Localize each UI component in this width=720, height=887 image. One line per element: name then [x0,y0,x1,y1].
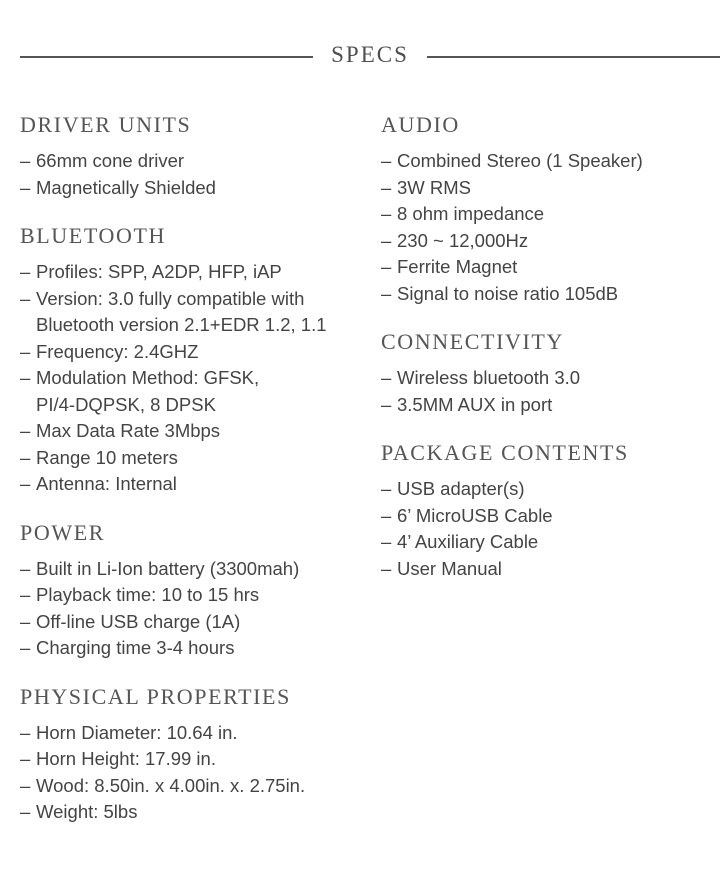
section-power [20,520,370,662]
dash: – [20,340,31,362]
page-title: SPECS [331,42,409,67]
spec-text: Charging time 3-4 hours [36,637,235,658]
section-bluetooth [20,223,370,498]
spec-item [20,635,370,662]
dash: – [381,256,392,277]
dash: – [381,150,392,171]
spec-item [20,556,370,583]
dash: – [381,203,392,224]
spec-item [381,556,716,583]
left-column [20,112,370,848]
spec-item [381,228,716,255]
spec-list [381,148,716,307]
section-title: POWER [20,519,105,545]
dash: – [20,446,31,468]
section-package-contents [381,440,716,582]
dash: – [20,637,31,658]
dash: – [381,557,392,579]
spec-item-continued [20,312,370,339]
spec-text: 4’ Auxiliary Cable [397,531,539,552]
dash: – [20,150,31,171]
section-title: BLUETOOTH [20,223,166,248]
spec-text: 3.5MM AUX in port [397,393,553,415]
spec-item [20,175,370,202]
dash: – [20,287,31,309]
spec-text: 230 ~ 12,000Hz [397,229,529,251]
spec-text: 8 ohm impedance [397,203,545,224]
spec-item [20,286,370,313]
spec-item [20,418,370,445]
spec-item [20,365,370,392]
spec-item [381,392,716,419]
spec-text: Off-line USB charge (1A) [36,610,241,632]
spec-text: Bluetooth version 2.1+EDR 1.2, 1.1 [36,314,327,335]
spec-item [381,201,716,228]
section-title: DRIVER UNITS [20,112,192,137]
spec-item [381,529,716,556]
spec-item [20,609,370,636]
dash: – [20,774,31,796]
spec-item [381,365,716,392]
spec-text: Signal to noise ratio 105dB [397,282,619,304]
spec-text: Profiles: SPP, A2DP, HFP, iAP [36,261,282,282]
spec-item [381,281,716,308]
spec-text: PI/4-DQPSK, 8 DPSK [36,393,216,415]
section-physical-properties [20,684,370,826]
section-title: AUDIO [381,112,460,137]
spec-item-continued [20,392,370,419]
dash: – [381,282,392,304]
spec-text: Playback time: 10 to 15 hrs [36,584,260,605]
section-title: CONNECTIVITY [381,329,564,354]
spec-list [20,720,370,826]
spec-item [381,503,716,530]
spec-item [20,746,370,773]
spec-item [381,476,716,503]
spec-item [20,582,370,609]
spec-list [20,556,370,662]
dash: – [20,557,31,579]
dash: – [20,610,31,632]
section-title: PHYSICAL PROPERTIES [20,683,291,709]
spec-text: Version: 3.0 fully compatible with [36,287,305,309]
dash: – [381,176,392,198]
spec-list [20,259,370,498]
dash: – [20,748,31,769]
spec-item [20,259,370,286]
spec-text: Wireless bluetooth 3.0 [397,367,581,388]
spec-text: Modulation Method: GFSK, [36,367,260,388]
dash: – [20,584,31,605]
spec-text: 6’ MicroUSB Cable [397,504,553,526]
spec-text: Horn Diameter: 10.64 in. [36,721,238,743]
spec-list [381,476,716,582]
spec-text: Antenna: Internal [36,473,177,494]
spec-text: Max Data Rate 3Mbps [36,420,221,441]
header-rule-left [20,56,313,58]
dash: – [381,478,392,499]
spec-text: Ferrite Magnet [397,256,518,277]
header-rule-right [427,56,720,58]
dash: – [20,721,31,743]
dash: – [20,261,31,282]
dash: – [20,367,31,388]
spec-text: Combined Stereo (1 Speaker) [397,150,643,171]
spec-item [20,339,370,366]
spec-list [20,148,370,201]
spec-text: Range 10 meters [36,446,178,468]
spec-text: USB adapter(s) [397,478,525,499]
section-title: PACKAGE CONTENTS [381,440,629,465]
spec-text: Frequency: 2.4GHZ [36,340,199,362]
spec-item [20,471,370,498]
dash: – [381,229,392,251]
dash: – [381,531,392,552]
spec-item [20,445,370,472]
right-column [381,112,716,604]
section-driver-units [20,112,370,201]
dash: – [20,176,31,198]
spec-list [381,365,716,418]
section-audio [381,112,716,307]
spec-text: Magnetically Shielded [36,176,216,198]
spec-text: Built in Li-Ion battery (3300mah) [36,557,300,579]
spec-text: 66mm cone driver [36,150,185,171]
spec-text: Weight: 5lbs [36,801,138,822]
dash: – [20,473,31,494]
spec-item [20,720,370,747]
spec-text: User Manual [397,557,502,579]
dash: – [20,801,31,822]
dash: – [381,504,392,526]
dash: – [381,393,392,415]
spec-item [20,799,370,826]
spec-text: Wood: 8.50in. x 4.00in. x. 2.75in. [36,774,306,796]
dash: – [20,420,31,441]
spec-item [381,148,716,175]
dash: – [381,367,392,388]
spec-item [381,175,716,202]
spec-item [20,148,370,175]
spec-text: 3W RMS [397,176,471,198]
spec-text: Horn Height: 17.99 in. [36,748,216,769]
section-connectivity [381,329,716,418]
spec-item [20,773,370,800]
specs-header [0,40,720,74]
spec-item [381,254,716,281]
